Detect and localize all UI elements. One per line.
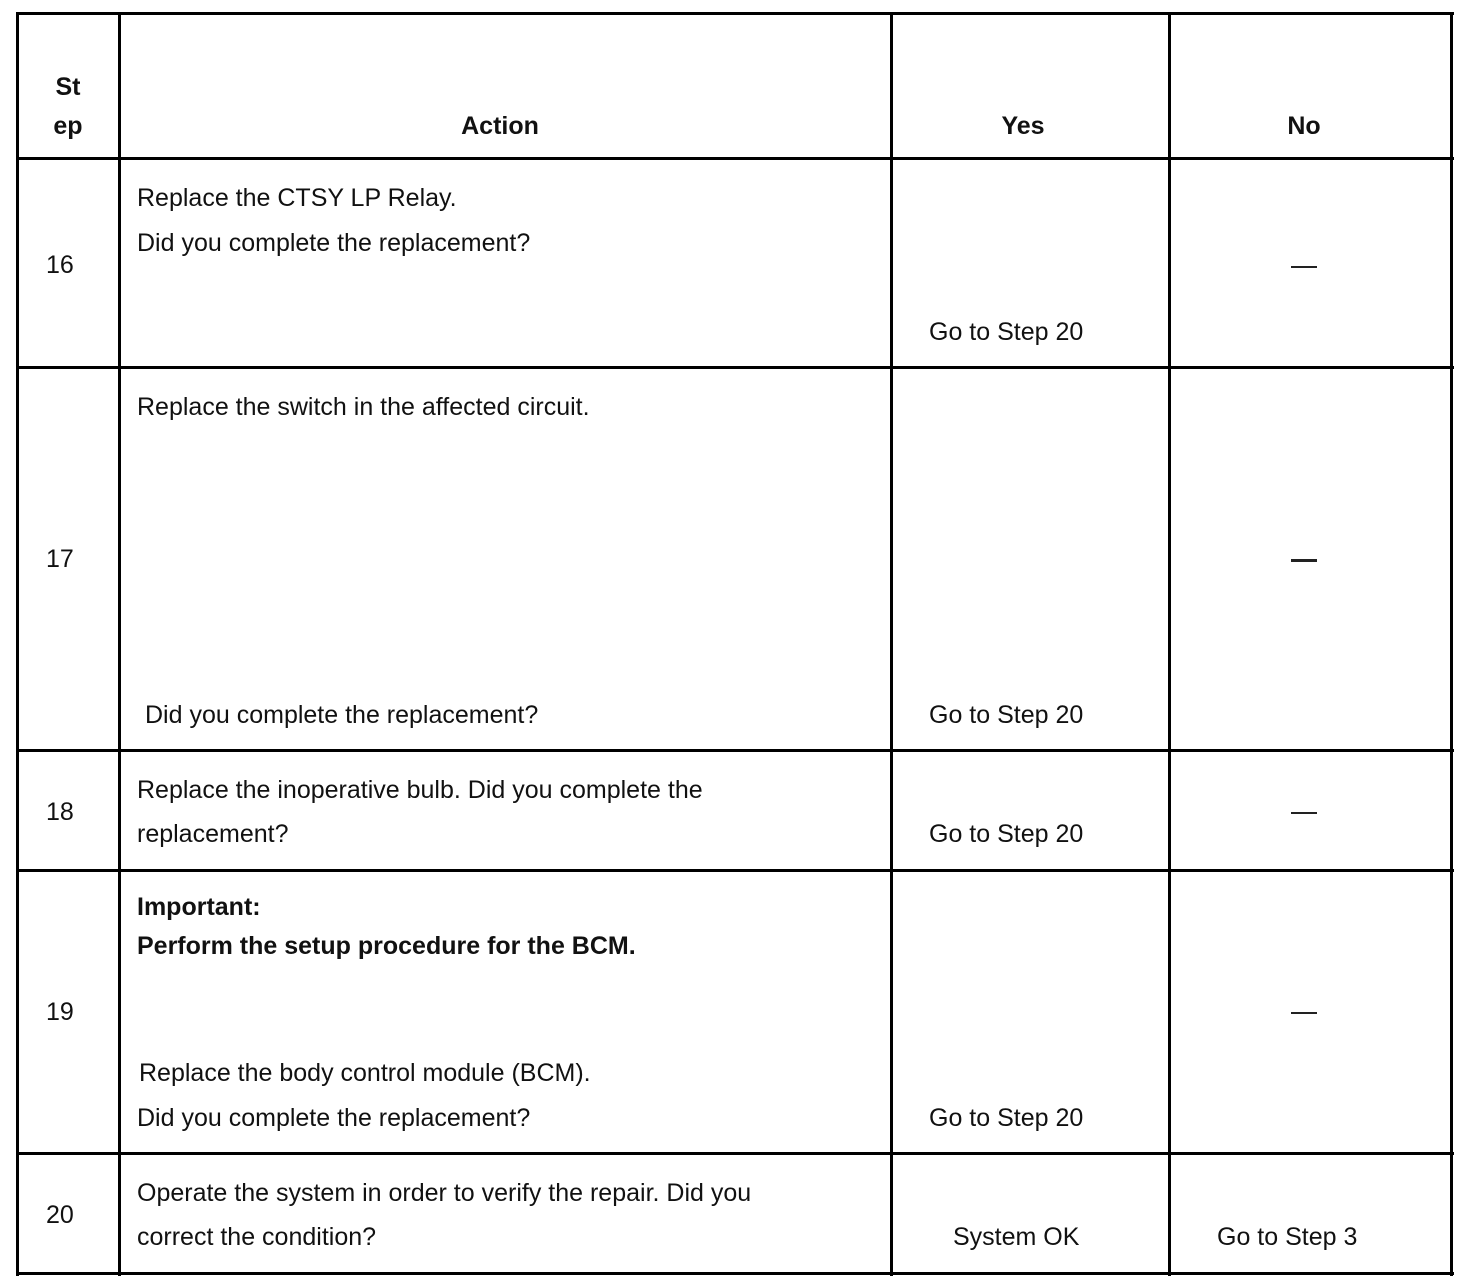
action-text: Replace the inoperative bulb. Did you complete the bbox=[137, 776, 703, 804]
action-question: replacement? bbox=[137, 820, 289, 848]
header-step-line1: St bbox=[55, 73, 81, 101]
row-divider bbox=[16, 1152, 1454, 1155]
row-divider bbox=[16, 869, 1454, 872]
important-label: Important: bbox=[137, 893, 261, 921]
row-divider bbox=[16, 157, 1454, 160]
row-divider bbox=[16, 749, 1454, 752]
header-action: Action bbox=[461, 112, 539, 140]
yes-result: Go to Step 20 bbox=[929, 820, 1084, 848]
step-number: 19 bbox=[46, 998, 74, 1026]
column-divider bbox=[1168, 12, 1171, 1276]
action-question: Did you complete the replacement? bbox=[137, 1104, 531, 1132]
step-number: 16 bbox=[46, 251, 74, 279]
yes-result: Go to Step 20 bbox=[929, 1104, 1084, 1132]
yes-result: Go to Step 20 bbox=[929, 318, 1084, 346]
no-result: Go to Step 3 bbox=[1217, 1223, 1358, 1251]
action-text: Replace the switch in the affected circuit. bbox=[137, 393, 590, 421]
action-text: Replace the body control module (BCM). bbox=[139, 1059, 591, 1087]
step-number: 20 bbox=[46, 1201, 74, 1229]
row-divider bbox=[16, 366, 1454, 369]
table-border-right bbox=[1450, 12, 1453, 1276]
action-text: Operate the system in order to verify the repair. Did you bbox=[137, 1179, 752, 1207]
important-note: Perform the setup procedure for the BCM. bbox=[137, 932, 636, 960]
step-number: 18 bbox=[46, 798, 74, 826]
action-question: Did you complete the replacement? bbox=[137, 229, 531, 257]
column-divider bbox=[118, 12, 121, 1276]
table-border-left bbox=[16, 12, 19, 1276]
table-border-bottom bbox=[16, 1272, 1454, 1275]
column-divider bbox=[890, 12, 893, 1276]
no-result-dash bbox=[1291, 812, 1317, 814]
step-number: 17 bbox=[46, 545, 74, 573]
header-step-line2: ep bbox=[53, 112, 83, 140]
action-text: Replace the CTSY LP Relay. bbox=[137, 184, 457, 212]
yes-result: System OK bbox=[953, 1223, 1080, 1251]
no-result-dash bbox=[1291, 1012, 1317, 1014]
header-no: No bbox=[1287, 112, 1321, 140]
table-border-top bbox=[16, 12, 1454, 15]
action-question: Did you complete the replacement? bbox=[145, 701, 539, 729]
header-yes: Yes bbox=[1001, 112, 1045, 140]
yes-result: Go to Step 20 bbox=[929, 701, 1084, 729]
action-question: correct the condition? bbox=[137, 1223, 377, 1251]
no-result-dash bbox=[1291, 559, 1317, 562]
no-result-dash bbox=[1291, 266, 1317, 268]
